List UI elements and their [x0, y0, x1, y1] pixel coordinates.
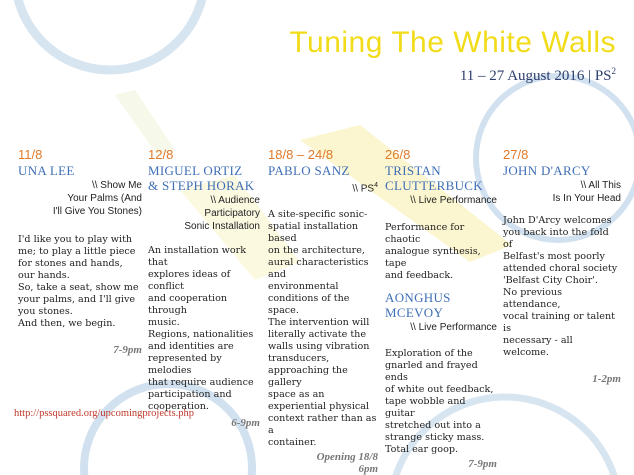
work-line: Is In Your Head — [552, 193, 621, 204]
desc-line: Belfast's most poorly — [503, 251, 605, 262]
desc-line: Regions, nationalities — [148, 329, 254, 340]
work-line: Your Palms (And — [67, 193, 142, 204]
event-description — [268, 209, 378, 449]
desc-line: analogue synthesis, tape — [385, 246, 481, 269]
artist-line: CLUTTERBUCK — [385, 178, 483, 193]
event-artist: PABLO SANZ — [268, 163, 350, 178]
desc-line: conditions of the space. — [268, 293, 350, 317]
work-superscript: 4 — [374, 182, 378, 189]
event-artist: JOHN D'ARCY — [503, 163, 591, 178]
desc-line: me; to play a little piece — [18, 246, 136, 257]
work-text: \\ PS — [352, 183, 375, 195]
work-line: Participatory — [204, 208, 260, 219]
desc-line: for stones and hands, — [18, 258, 123, 269]
work-line: \\ All This — [580, 180, 621, 191]
desc-line: No previous attendance, — [503, 287, 562, 310]
desc-line: you back into the fold of — [503, 227, 609, 250]
desc-line: gnarled and frayed ends — [385, 360, 478, 383]
event-column-2 — [148, 146, 260, 429]
desc-line: An installation work that — [148, 245, 247, 268]
event-description — [148, 245, 260, 413]
desc-line: cooperation. — [148, 401, 209, 412]
desc-line: and cooperation through — [148, 293, 228, 316]
event-date: 26/8 — [385, 147, 411, 162]
desc-line: space as an — [268, 389, 325, 401]
desc-line: I'd like you to play with — [18, 234, 133, 245]
desc-line: of white out feedback, — [385, 384, 494, 395]
event-column-4 — [385, 146, 497, 470]
desc-line: literally activate the — [268, 329, 367, 341]
desc-line: attended choral society — [503, 263, 618, 274]
desc-line: John D'Arcy welcomes — [503, 215, 612, 226]
event-description — [385, 222, 497, 282]
event-work-title — [503, 179, 621, 205]
event-work-title — [18, 179, 142, 218]
artist-line: MIGUEL ORTIZ — [148, 163, 243, 178]
work-line: I'll Give You Stones) — [52, 206, 142, 217]
event-column-5 — [503, 146, 621, 385]
dates-superscript: 2 — [611, 66, 616, 76]
desc-line: context rather than as a — [268, 413, 377, 437]
desc-line: transducers, — [268, 353, 330, 365]
desc-line: 'Belfast City Choir'. — [503, 275, 598, 286]
event-column-1 — [18, 146, 142, 356]
desc-line: experiential physical — [268, 401, 370, 413]
event-artist: UNA LEE — [18, 163, 75, 178]
desc-line: walls using vibration — [268, 341, 370, 353]
event-artist — [385, 163, 497, 193]
desc-line: that require audience — [148, 377, 254, 388]
desc-line: your palms, and I'll give — [18, 294, 136, 305]
desc-line: approaching the gallery — [268, 365, 348, 389]
event-date: 12/8 — [148, 147, 174, 162]
desc-line: necessary - all welcome. — [503, 335, 573, 358]
event-artist — [148, 163, 260, 193]
artist-line: & STEPH HORAK — [148, 178, 255, 193]
desc-line: and feedback. — [385, 270, 454, 281]
desc-line: music. — [148, 317, 180, 328]
event-date: 18/8 – 24/8 — [268, 147, 334, 162]
artist-line: AONGHUS — [385, 290, 451, 305]
work-line: Sonic Installation — [184, 221, 260, 232]
event-date: 27/8 — [503, 147, 529, 162]
desc-line: Exploration of the — [385, 348, 473, 359]
desc-line: represented by melodies — [148, 353, 222, 376]
artist-line: MCEVOY — [385, 305, 444, 320]
event-work-title — [148, 194, 260, 233]
artist-line: TRISTAN — [385, 163, 441, 178]
event-time: 6-9pm — [231, 417, 260, 429]
desc-line: stretched out into a — [385, 420, 481, 431]
exhibition-title: Tuning The White Walls — [289, 26, 616, 59]
event-description — [503, 215, 621, 359]
event-time — [268, 451, 378, 475]
event-time: 7-9pm — [113, 344, 142, 356]
desc-line: Performance for chaotic — [385, 222, 465, 245]
desc-line: participation and — [148, 389, 232, 400]
event-time: 7-9pm — [468, 458, 497, 470]
event-artist-2 — [385, 290, 497, 320]
desc-line: So, take a seat, show me — [18, 282, 139, 293]
desc-line: A site-specific sonic- — [268, 209, 368, 221]
time-line: 6pm — [358, 463, 378, 475]
time-line: Opening 18/8 — [316, 451, 378, 464]
desc-line: aural characteristics and — [268, 257, 369, 281]
event-description-2 — [385, 348, 497, 456]
desc-line: vocal training or talent is — [503, 311, 616, 334]
desc-line: our hands. — [18, 270, 70, 281]
desc-line: environmental — [268, 281, 339, 293]
desc-line: The intervention will — [268, 317, 370, 329]
desc-line: strange sticky mass. — [385, 432, 485, 443]
desc-line: And then, we begin. — [18, 318, 116, 329]
work-line: \\ Show Me — [91, 180, 142, 191]
desc-line: you stones. — [18, 306, 73, 317]
desc-line: explores ideas of conflict — [148, 269, 231, 292]
decor-circle-top-left — [15, 0, 205, 70]
event-work-title-2: \\ Live Performance — [410, 322, 497, 333]
desc-line: and identities are — [148, 341, 234, 352]
desc-line: container. — [268, 437, 317, 449]
event-work-title: \\ Live Performance — [410, 195, 497, 206]
work-line: \\ Audience — [210, 195, 260, 206]
desc-line: tape wobble and guitar — [385, 396, 466, 419]
exhibition-dates — [460, 66, 616, 85]
desc-line: Total ear goop. — [385, 444, 459, 455]
event-time: 1-2pm — [592, 373, 621, 385]
desc-line: spatial installation based — [268, 221, 359, 245]
projects-link[interactable]: http://pssquared.org/upcomingprojects.php — [14, 408, 195, 419]
event-date: 11/8 — [18, 147, 43, 162]
event-work-title — [268, 179, 378, 195]
desc-line: on the architecture, — [268, 245, 365, 257]
event-column-3 — [268, 146, 378, 475]
dates-text: 11 – 27 August 2016 | PS — [459, 68, 612, 84]
event-description — [18, 234, 142, 330]
